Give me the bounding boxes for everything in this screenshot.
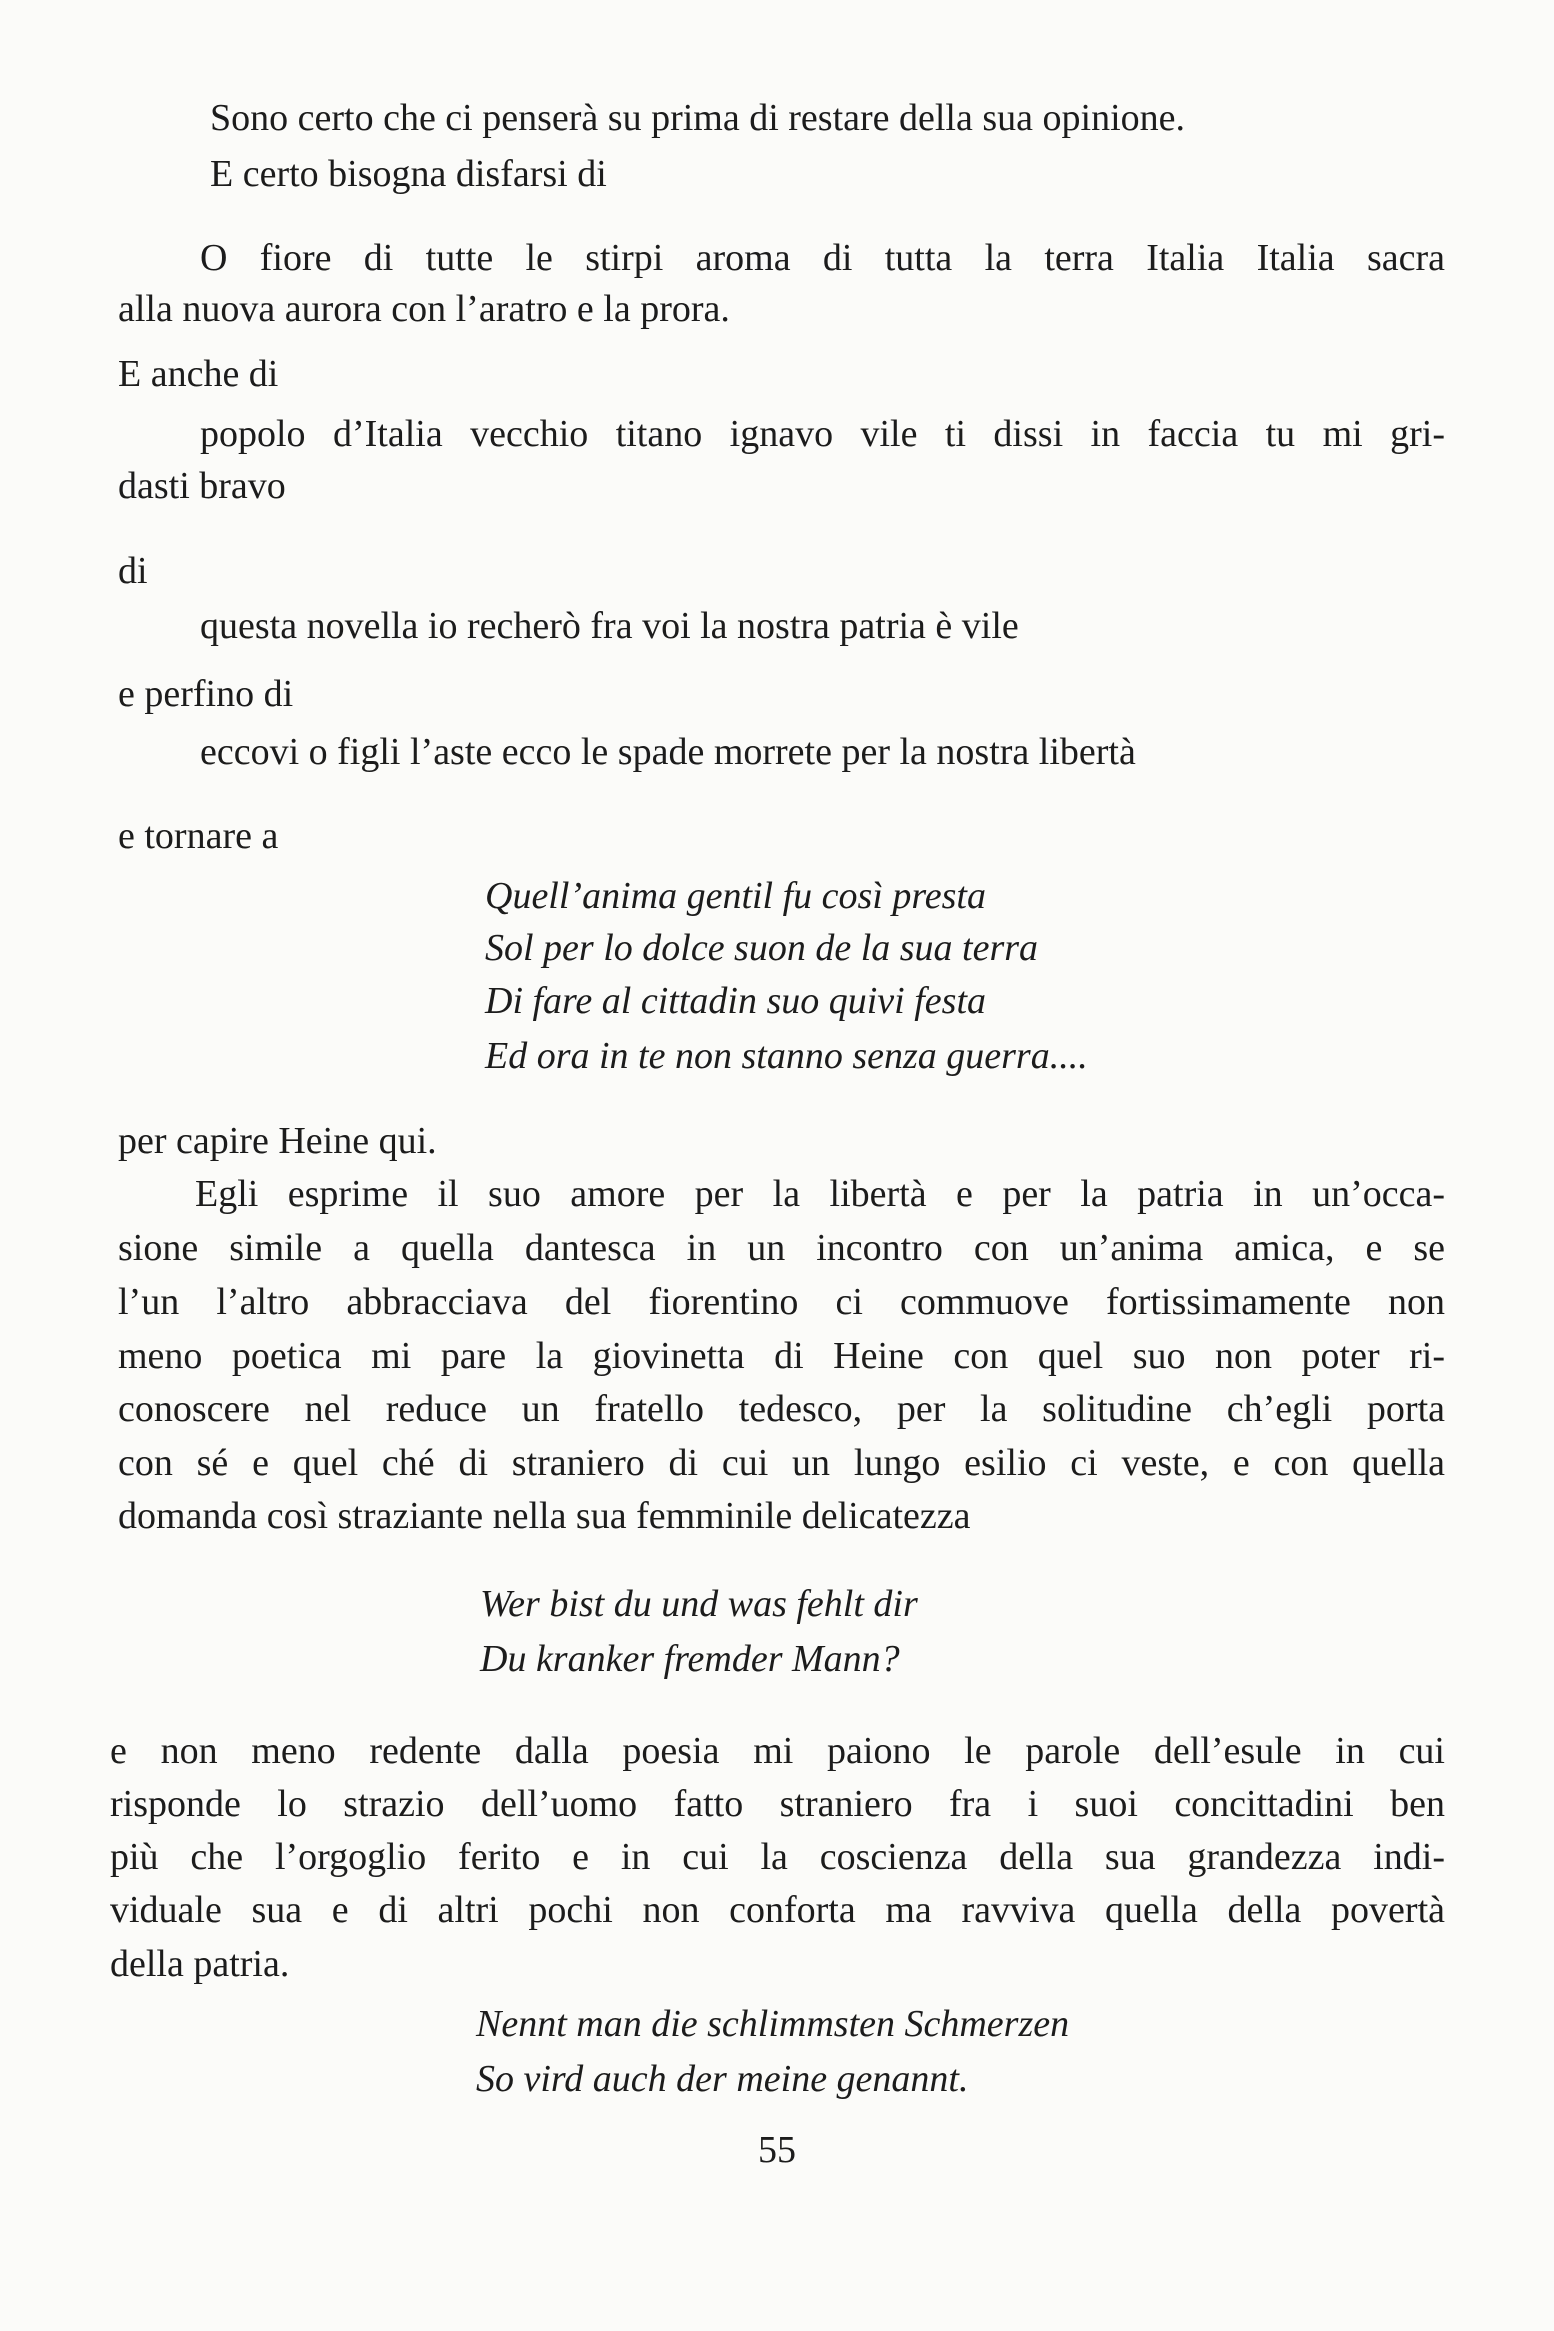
verse-line: Quell’anima gentil fu così presta [485,875,986,917]
paragraph-line: viduale sua e di altri pochi non conforta ma ravviva quella della povertà [110,1889,1445,1931]
quoted-line: O fiore di tutte le stirpi aroma di tutta la terra Italia Italia sacra [200,237,1445,279]
paragraph-line: e non meno redente dalla poesia mi paiono le parole dell’esule in cui [110,1730,1445,1772]
text-line: E anche di [118,353,279,395]
text-line: E certo bisogna disfarsi di [210,153,607,195]
verse-line: Di fare al cittadin suo quivi festa [485,980,986,1022]
text-line: Sono certo che ci penserà su prima di restare della sua opinione. [210,97,1185,139]
paragraph-line: conoscere nel reduce un fratello tedesco, per la solitudine ch’egli porta [118,1388,1445,1430]
verse-line: Nennt man die schlimmsten Schmerzen [476,2003,1070,2045]
text-line: e perfino di [118,673,294,715]
quoted-line: popolo d’Italia vecchio titano ignavo vile ti dissi in faccia tu mi gri- [200,413,1445,455]
page-number: 55 [758,2129,796,2171]
quoted-line: dasti bravo [118,465,286,507]
paragraph-line: risponde lo strazio dell’uomo fatto straniero fra i suoi concittadini ben [110,1783,1445,1825]
verse-line: So vird auch der meine genannt. [476,2058,969,2100]
paragraph-line: domanda così straziante nella sua femminile delicatezza [118,1495,971,1537]
paragraph-line: più che l’orgoglio ferito e in cui la coscienza della sua grandezza indi- [110,1836,1445,1878]
quoted-line: alla nuova aurora con l’aratro e la prora. [118,288,730,330]
paragraph-line: della patria. [110,1943,290,1985]
verse-line: Ed ora in te non stanno senza guerra.... [485,1035,1088,1077]
verse-line: Du kranker fremder Mann? [480,1638,900,1680]
verse-line: Sol per lo dolce suon de la sua terra [485,927,1039,969]
paragraph-line: Egli esprime il suo amore per la libertà e per la patria in un’occa- [195,1173,1445,1215]
text-line: di [118,550,148,592]
verse-line: Wer bist du und was fehlt dir [480,1583,918,1625]
text-line: e tornare a [118,815,279,857]
paragraph-line: per capire Heine qui. [118,1120,437,1162]
quoted-line: eccovi o figli l’aste ecco le spade morrete per la nostra libertà [200,731,1136,773]
paragraph-line: con sé e quel ché di straniero di cui un lungo esilio ci veste, e con quella [118,1442,1445,1484]
paragraph-line: sione simile a quella dantesca in un incontro con un’anima amica, e se [118,1227,1445,1269]
paragraph-line: meno poetica mi pare la giovinetta di Heine con quel suo non poter ri- [118,1335,1445,1377]
paragraph-line: l’un l’altro abbracciava del fiorentino ci commuove fortissimamente non [118,1281,1445,1323]
quoted-line: questa novella io recherò fra voi la nostra patria è vile [200,605,1019,647]
